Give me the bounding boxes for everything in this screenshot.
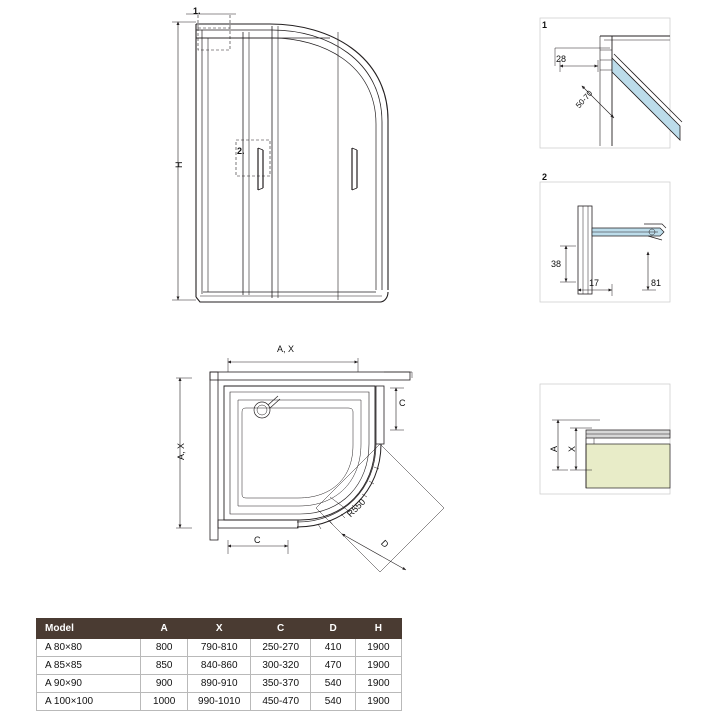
plan-c-right-label: C (399, 398, 406, 408)
cell-x: 890-910 (188, 675, 251, 693)
front-height-label: H (174, 161, 184, 168)
table-row (37, 639, 402, 657)
cell-a: 1000 (140, 693, 188, 711)
cell-x: 990-1010 (188, 693, 251, 711)
cell-h: 1900 (355, 639, 401, 657)
detail-1-dim-angle: 50-70 (574, 88, 595, 111)
detail-1-dim-28: 28 (556, 54, 567, 64)
table-row (37, 657, 402, 675)
plan-d-label: D (378, 538, 391, 550)
detail-2-dim-38: 38 (551, 259, 562, 269)
table-header-model: Model (37, 619, 141, 639)
cell-h: 1900 (355, 657, 401, 675)
cell-a: 850 (140, 657, 188, 675)
plan-top-dimension-label: A, X (277, 344, 295, 354)
cell-c: 250-270 (250, 639, 310, 657)
table-row (37, 693, 402, 711)
plan-radius-label: R550 (345, 496, 368, 520)
cell-c: 450-470 (250, 693, 310, 711)
front-elevation-view (172, 14, 388, 302)
detail-3-dim-a: A (549, 445, 559, 452)
table-header-x: X (188, 619, 251, 639)
detail-2-number: 2 (542, 172, 548, 182)
cell-x: 840-860 (188, 657, 251, 675)
cell-d: 470 (311, 657, 355, 675)
cell-model: A 100×100 (37, 693, 141, 711)
cell-h: 1900 (355, 693, 401, 711)
cell-d: 410 (311, 639, 355, 657)
plan-view (176, 358, 444, 572)
plan-left-dimension-label: A, X (176, 442, 186, 460)
table-header-row (37, 619, 402, 639)
cell-d: 540 (311, 693, 355, 711)
detail-2-dim-17: 17 (589, 278, 600, 288)
table-header-a: A (140, 619, 188, 639)
table-row (37, 675, 402, 693)
detail-3-dim-x: X (567, 445, 577, 452)
cell-d: 540 (311, 675, 355, 693)
detail-3-view (540, 384, 670, 494)
cell-a: 800 (140, 639, 188, 657)
cell-model: A 80×80 (37, 639, 141, 657)
cell-a: 900 (140, 675, 188, 693)
front-callout-1-label: 1. (193, 6, 201, 16)
front-callout-2-label: 2. (237, 146, 245, 156)
plan-c-bottom-label: C (254, 535, 261, 545)
detail-1-number: 1 (542, 20, 548, 30)
cell-x: 790-810 (188, 639, 251, 657)
detail-2-dim-81: 81 (651, 278, 662, 288)
table-header-c: C (250, 619, 310, 639)
table-header-d: D (311, 619, 355, 639)
cell-model: A 85×85 (37, 657, 141, 675)
specification-table (36, 618, 402, 711)
detail-1-view (540, 18, 682, 148)
table-header-h: H (355, 619, 401, 639)
cell-c: 350-370 (250, 675, 310, 693)
cell-c: 300-320 (250, 657, 310, 675)
cell-h: 1900 (355, 675, 401, 693)
cell-model: A 90×90 (37, 675, 141, 693)
